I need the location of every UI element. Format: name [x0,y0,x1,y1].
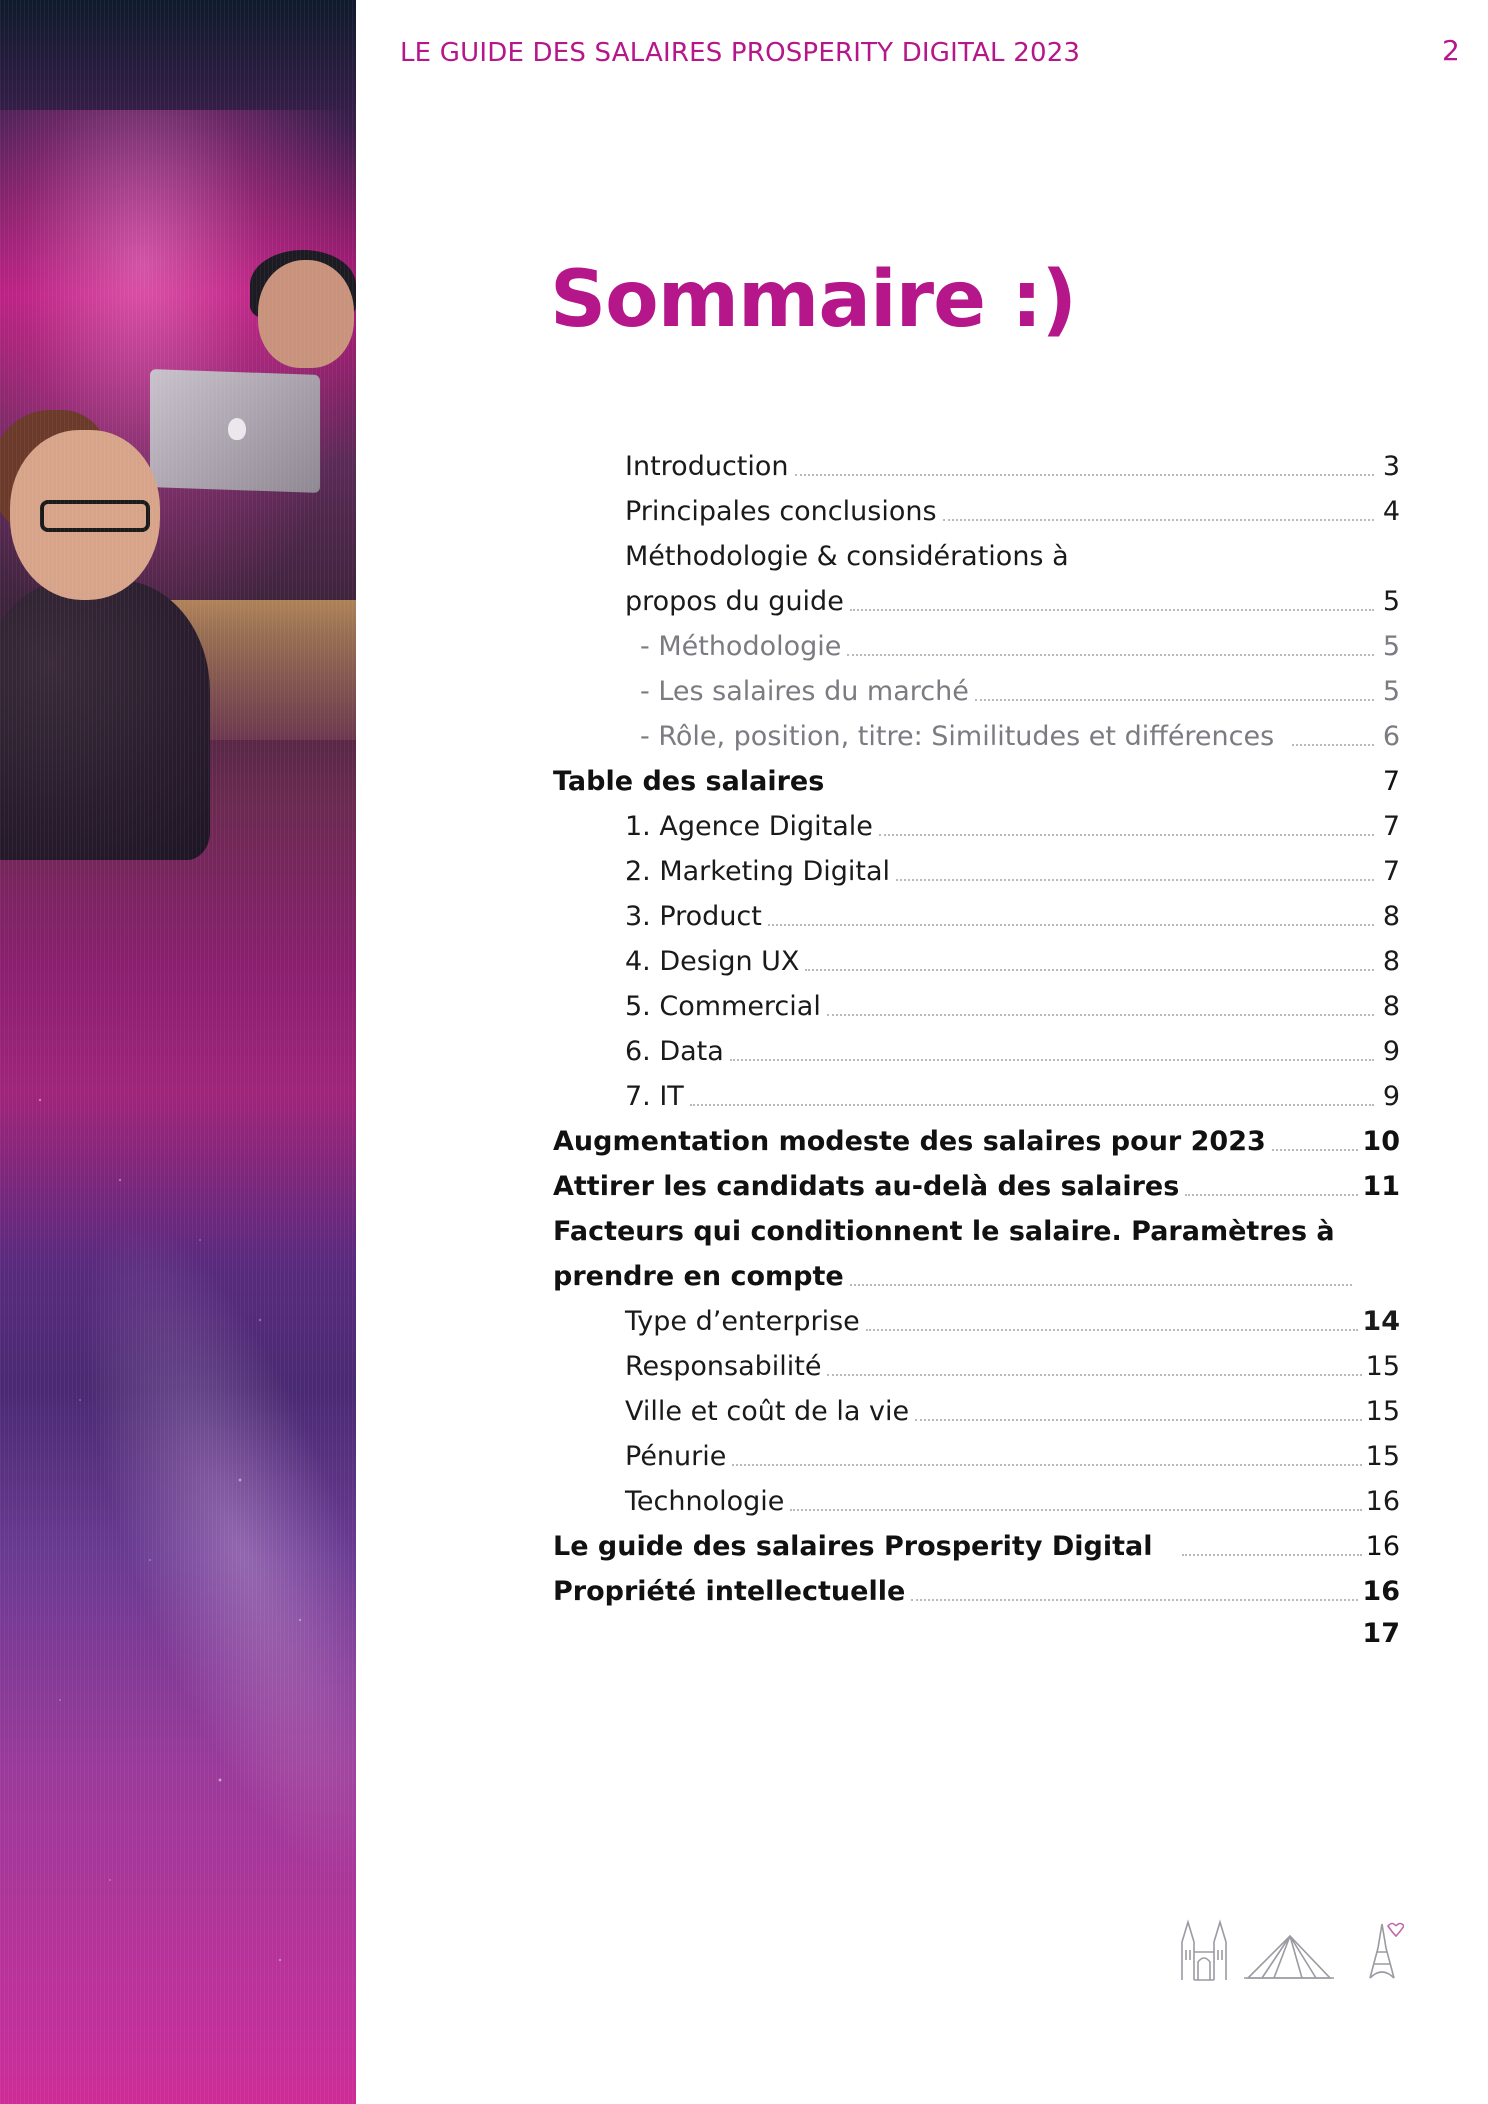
toc-item-it[interactable]: 7. IT 9 [625,1081,1400,1112]
toc-item-commercial[interactable]: 5. Commercial 8 [625,991,1400,1022]
toc-item-design-ux[interactable]: 4. Design UX 8 [625,946,1400,977]
toc-item-type-entreprise[interactable]: Type d’enterprise 14 [625,1306,1400,1337]
toc-item-product[interactable]: 3. Product 8 [625,901,1400,932]
toc-item-introduction[interactable]: Introduction 3 [625,451,1400,482]
toc-section-guide-salaires[interactable]: Le guide des salaires Prosperity Digital 16 [553,1531,1400,1562]
toc-item-agence-digitale[interactable]: 1. Agence Digitale 7 [625,811,1400,842]
landmark-icons [1178,1916,1404,1982]
toc-section-attirer-candidats[interactable]: Attirer les candidats au-delà des salaires 11 [553,1171,1400,1202]
toc-item-ville-cout-vie[interactable]: Ville et coût de la vie 15 [625,1396,1400,1427]
toc-section-table-des-salaires[interactable]: Table des salaires 7 [553,766,1400,797]
toc-item-marketing-digital[interactable]: 2. Marketing Digital 7 [625,856,1400,887]
toc-section-augmentation[interactable]: Augmentation modeste des salaires pour 2023 10 [553,1126,1400,1157]
toc-item-methodologie-line1: Méthodologie & considérations à [625,541,1069,572]
bridge-icon [1244,1936,1334,1978]
toc-subitem-role-position[interactable]: - Rôle, position, titre: Similitudes et différences 6 [640,721,1400,752]
toc-subitem-methodologie[interactable]: - Méthodologie 5 [640,631,1400,662]
eiffel-tower-icon [1370,1924,1404,1979]
running-header: LE GUIDE DES SALAIRES PROSPERITY DIGITAL 2023 [400,38,1081,68]
cathedral-icon [1182,1922,1226,1980]
toc-item-principales-conclusions[interactable]: Principales conclusions 4 [625,496,1400,527]
toc-section-propriete-intellectuelle[interactable]: Propriété intellectuelle 16 [553,1576,1400,1607]
toc-item-technologie[interactable]: Technologie 16 [625,1486,1400,1517]
toc-section-facteurs-line1: Facteurs qui conditionnent le salaire. Paramètres à [553,1216,1335,1247]
toc-section-facteurs[interactable]: prendre en compte [553,1254,1378,1294]
toc-trailing-page: 17 [1362,1618,1400,1649]
toc-subitem-salaires-marche[interactable]: - Les salaires du marché 5 [640,676,1400,707]
page-title: Sommaire :) [550,255,1077,345]
toc-item-methodologie[interactable]: propos du guide 5 [625,586,1400,617]
toc-item-responsabilite[interactable]: Responsabilité 15 [625,1351,1400,1382]
toc-item-data[interactable]: 6. Data 9 [625,1036,1400,1067]
cover-photo-band [0,0,356,2104]
page-number: 2 [1442,34,1460,67]
toc-item-penurie[interactable]: Pénurie 15 [625,1441,1400,1472]
